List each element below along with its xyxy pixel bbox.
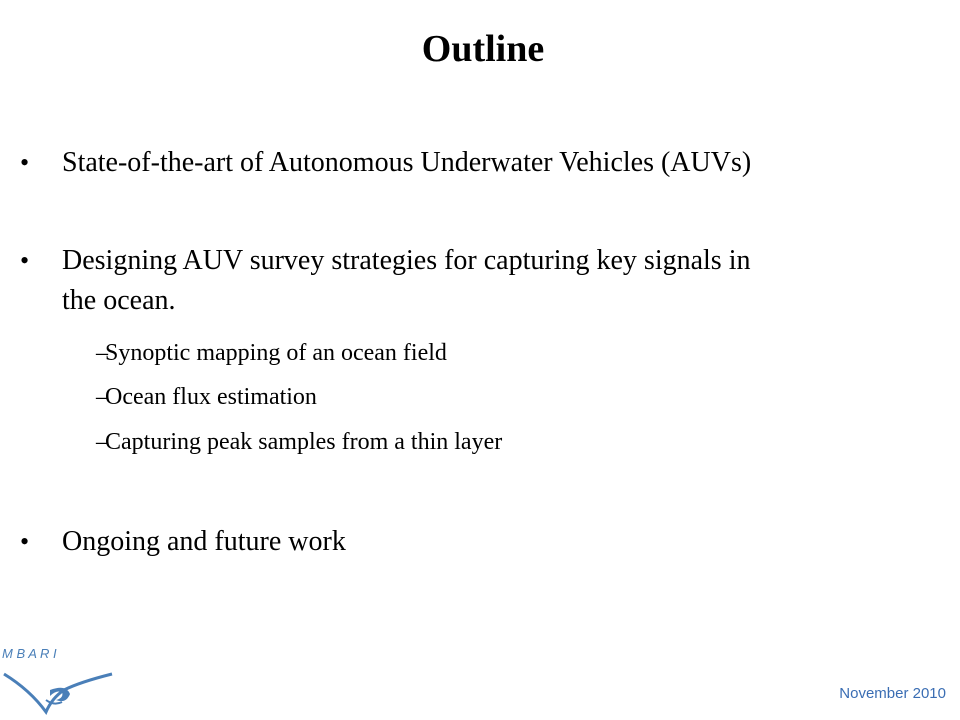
sub-text: Capturing peak samples from a thin layer bbox=[105, 429, 503, 455]
logo-text: M B A R I bbox=[2, 646, 57, 661]
bullet-text: Designing AUV survey strategies for capturing key signals in bbox=[62, 245, 751, 276]
bullet-marker: • bbox=[20, 527, 30, 556]
sub-text: Ocean flux estimation bbox=[105, 384, 317, 410]
sub-marker: – bbox=[96, 384, 108, 410]
bullet-marker: • bbox=[20, 246, 30, 275]
slide-title: Outline bbox=[421, 28, 545, 70]
bullet-text: State-of-the-art of Autonomous Underwater Vehicles (AUVs) bbox=[62, 147, 752, 178]
mbari-logo-icon bbox=[0, 640, 120, 720]
sub-marker: – bbox=[96, 340, 108, 366]
footer-date: November 2010 bbox=[839, 685, 946, 702]
bullet-text: Ongoing and future work bbox=[62, 526, 346, 557]
bullet-marker: • bbox=[20, 148, 30, 177]
bullet-text: the ocean. bbox=[62, 285, 176, 316]
sub-marker: – bbox=[96, 429, 108, 455]
sub-text: Synoptic mapping of an ocean field bbox=[105, 340, 447, 366]
